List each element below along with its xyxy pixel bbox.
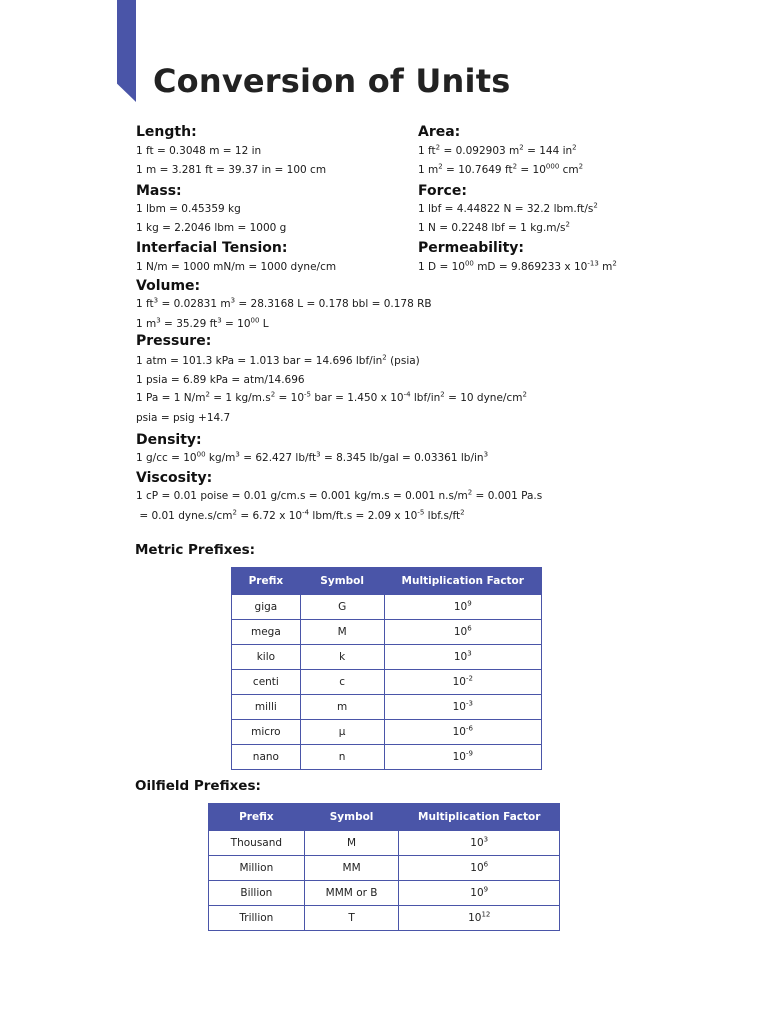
length-line: 1 ft = 0.3048 m = 12 in [136, 145, 262, 157]
factor-cell: $10^{-2}$ [384, 670, 542, 695]
table-row [232, 645, 542, 670]
factor-cell: $10^6$ [399, 856, 560, 881]
area-heading: Area: [418, 124, 461, 140]
factor-cell: $10^9$ [399, 881, 560, 906]
factor-cell: $10^{-9}$ [384, 745, 542, 770]
length-line: 1 m = 3.281 ft = 39.37 in = 100 cm [136, 164, 327, 176]
factor-cell: $10^3$ [384, 645, 542, 670]
prefix-cell: mega [232, 620, 301, 645]
prefix-cell: nano [232, 745, 301, 770]
symbol-cell: M [300, 620, 384, 645]
interfacial-tension-line: 1 N/m = 1000 mN/m = 1000 dyne/cm [136, 261, 337, 273]
oilfield-prefixes-heading: Oilfield Prefixes: [135, 778, 261, 794]
factor-cell: $10^9$ [384, 595, 542, 620]
factor-cell: $10^{-6}$ [384, 720, 542, 745]
pressure-line: psia = psig +14.7 [136, 412, 231, 424]
mass-line: 1 lbm = 0.45359 kg [136, 203, 241, 215]
table-row [209, 881, 560, 906]
viscosity-heading: Viscosity: [136, 470, 213, 486]
interfacial-tension-heading: Interfacial Tension: [136, 240, 288, 256]
symbol-cell: MM [304, 856, 399, 881]
column-header: Multiplication Factor [399, 804, 560, 831]
symbol-cell: μ [300, 720, 384, 745]
symbol-cell: k [300, 645, 384, 670]
bookmark-ribbon [117, 0, 136, 102]
prefix-cell: kilo [232, 645, 301, 670]
density-line: 1 $g/cc = 10^{00}$ $kg/m^3 = 62.427$ $lb/ft^3 = 8.345$ lb/gal = 0.03361 $lb/in^3$ [136, 450, 489, 464]
symbol-cell: m [300, 695, 384, 720]
symbol-cell: T [304, 906, 399, 931]
column-header: Symbol [300, 568, 384, 595]
prefix-cell: Billion [209, 881, 305, 906]
prefix-cell: giga [232, 595, 301, 620]
pressure-line: 1 atm = 101.3 kPa = 1.013 bar = 14.696 lbf/$in^2$ (psia) [136, 353, 420, 367]
symbol-cell: c [300, 670, 384, 695]
prefix-cell: Million [209, 856, 305, 881]
metric-prefixes-heading: Metric Prefixes: [135, 542, 256, 558]
viscosity-line: = 0.01 $dyne.s/cm^2 = 6.72$ x $10^{-4}$ lbm/ft.s = 2.09 x $10^{-5}$ $lbf.s/ft^2$ [136, 508, 465, 522]
prefix-cell: centi [232, 670, 301, 695]
force-heading: Force: [418, 183, 467, 199]
factor-cell: $10^6$ [384, 620, 542, 645]
table-row [232, 695, 542, 720]
factor-cell: $10^{12}$ [399, 906, 560, 931]
metric-prefixes-table [231, 567, 542, 770]
pressure-line: 1 psia = 6.89 kPa = atm/14.696 [136, 374, 305, 386]
table-row [232, 745, 542, 770]
prefix-cell: micro [232, 720, 301, 745]
permeability-line: 1 $D = 10^{00}$ mD = 9.869233 x $10^{-13}$ $m^2$ [418, 259, 617, 273]
column-header: Prefix [232, 568, 301, 595]
force-line: 1 N = 0.2248 lbf = 1 $kg.m/s^2$ [418, 220, 570, 234]
table-row [232, 720, 542, 745]
permeability-heading: Permeability: [418, 240, 525, 256]
prefix-cell: Thousand [209, 831, 305, 856]
symbol-cell: n [300, 745, 384, 770]
pressure-heading: Pressure: [136, 333, 212, 349]
viscosity-line: 1 cP = 0.01 poise = 0.01 g/cm.s = 0.001 kg/m.s = 0.001 $n.s/m^2 = 0.001$ Pa.s [136, 488, 543, 502]
area-line: 1 $ft^2 = 0.092903$ $m^2 = 144$ $in^2$ [418, 143, 577, 157]
page-title: Conversion of Units [153, 62, 511, 100]
oilfield-prefixes-table [208, 803, 560, 931]
density-heading: Density: [136, 432, 202, 448]
prefix-cell: Trillion [209, 906, 305, 931]
force-line: 1 lbf = 4.44822 N = 32.2 $lbm.ft/s^2$ [418, 201, 598, 215]
symbol-cell: M [304, 831, 399, 856]
table-row [232, 595, 542, 620]
mass-heading: Mass: [136, 183, 182, 199]
factor-cell: $10^3$ [399, 831, 560, 856]
table-row [232, 620, 542, 645]
table-row [209, 906, 560, 931]
column-header: Symbol [304, 804, 399, 831]
prefix-cell: milli [232, 695, 301, 720]
symbol-cell: MMM or B [304, 881, 399, 906]
volume-heading: Volume: [136, 278, 201, 294]
table-row [209, 831, 560, 856]
column-header: Prefix [209, 804, 305, 831]
symbol-cell: G [300, 595, 384, 620]
factor-cell: $10^{-3}$ [384, 695, 542, 720]
length-heading: Length: [136, 124, 197, 140]
volume-line: 1 $ft^3 = 0.02831$ $m^3 = 28.3168$ L = 0.178 bbl = 0.178 RB [136, 296, 432, 310]
pressure-line: 1 Pa = 1 $N/m^2 = 1$ $kg/m.s^2 = 10^{-5}$ bar = 1.450 x $10^{-4}$ lbf/$in^2 = 10$ dyne/$cm^2$ [136, 390, 527, 404]
table-row [232, 670, 542, 695]
mass-line: 1 kg = 2.2046 lbm = 1000 g [136, 222, 287, 234]
column-header: Multiplication Factor [384, 568, 542, 595]
volume-line: 1 $m^3 = 35.29$ $ft^3 = 10^{00}$ L [136, 316, 269, 330]
table-row [209, 856, 560, 881]
area-line: 1 $m^2 = 10.7649$ $ft^2 = 10^{000}$ $cm^2$ [418, 162, 584, 176]
